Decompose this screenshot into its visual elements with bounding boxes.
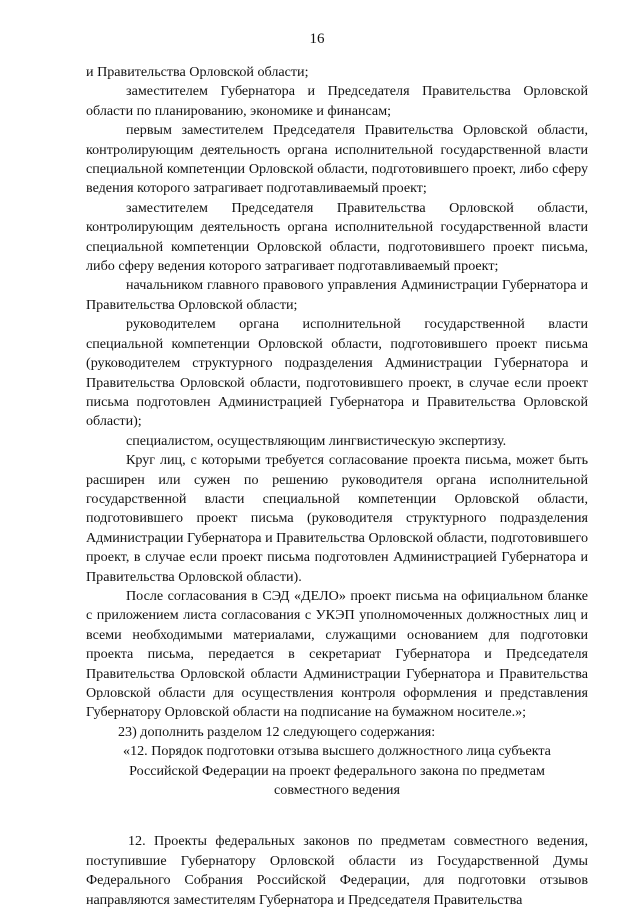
paragraph-legal-department-head: начальником главного правового управления Администрации Губернатора и Правительства Орловской области; — [86, 277, 588, 313]
paragraph-deputy-governor: заместителем Губернатора и Председателя Правительства Орловской области по планированию, экономике и финансам; — [86, 83, 588, 119]
section-heading — [86, 742, 588, 800]
paragraph-executive-body-head: руководителем органа исполнительной государственной власти специальной компетенции Орловской области, подготовившего проект письма (руководителем структурного подразделения Администрации Губернатора и Правительства Орловской области, подготовившего проект, в случае если проект письма подготовлен Администрацией Губернатора и Правительства Орловской области); — [86, 316, 588, 430]
paragraph-first-deputy-chairman: первым заместителем Председателя Правительства Орловской области, контролирующим деятельность органа исполнительной государственной власти специальной компетенции Орловской области, подготовившего проект, либо сферу ведения которого затрагивает подготавливаемый проект; — [86, 122, 588, 197]
section-spacer — [86, 800, 588, 832]
paragraph-linguistic-expert: специалистом, осуществляющим лингвистическую экспертизу. — [126, 432, 507, 449]
paragraph-continuation: и Правительства Орловской области; — [86, 64, 309, 80]
paragraph-approval-circle: Круг лиц, с которыми требуется согласование проекта письма, может быть расширен или сужен по решению руководителя органа исполнительной государственной власти специальной компетенции Орловской области, подготовившего проект письма (руководителя структурного подразделения Администрации Губернатора и Правительства Орловской области, подготовившего проект, в случае если проект письма подготовлен Администрацией Губернатора и Правительства Орловской области). — [86, 452, 588, 585]
paragraph-deputy-chairman: заместителем Председателя Правительства Орловской области, контролирующим деятельность органа исполнительной государственной власти специальной компетенции Орловской области, подготовившего проект письма, либо сферу ведения которого затрагивает подготавливаемый проект; — [86, 199, 588, 275]
document-body — [86, 63, 588, 910]
page-number: 16 — [309, 31, 325, 47]
paragraph-section-12: 12. Проекты федеральных законов по предметам совместного ведения, поступившие Губернатору Орловской области из Государственной Думы Федерального Собрания Российской Федерации, для подготовки отзывов направляются заместителям Губернатора и Председателя Правительства — [86, 833, 588, 908]
paragraph-item-23: 23) дополнить разделом 12 следующего содержания: — [118, 723, 436, 740]
section-heading-line: «12. Порядок подготовки отзыва высшего должностного лица субъекта — [123, 743, 551, 760]
paragraph-after-approval: После согласования в СЭД «ДЕЛО» проект письма на официальном бланке с приложением листа согласования с УКЭП уполномоченных должностных лиц и всеми необходимыми материалами, служащими основанием для подготовки проекта письма, передается в секретариат Губернатора и Председателя Правительства Орловской области Администрации Губернатора и Правительства Орловской области для осуществления контроля оформления и представления Губернатору Орловской области на подписание на бумажном носителе.»; — [86, 587, 588, 721]
section-heading-line: совместного ведения — [274, 782, 400, 799]
section-heading-line: Российской Федерации на проект федерального закона по предметам — [129, 762, 545, 779]
